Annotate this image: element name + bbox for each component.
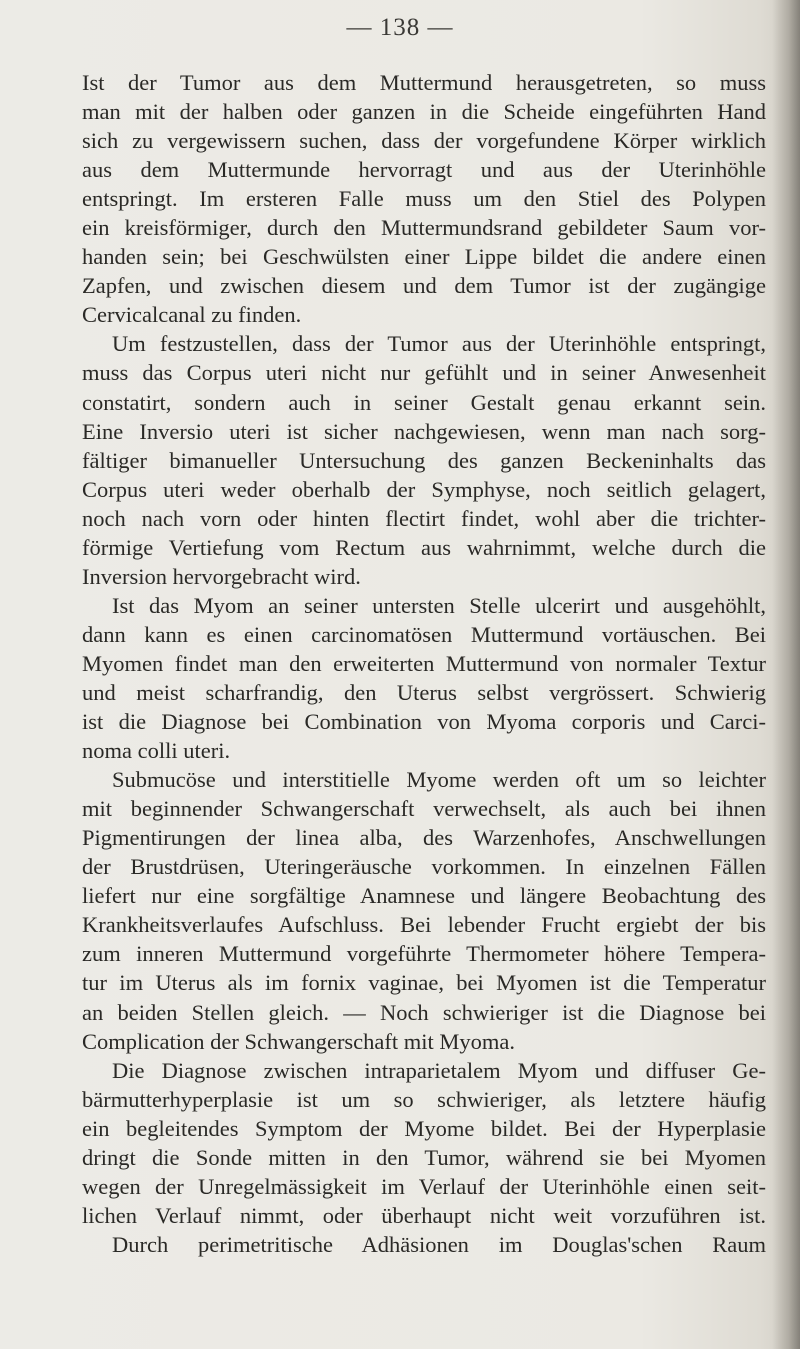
text-line: ein begleitendes Symptom der Myome bildet. Bei der Hyperplasie	[82, 1115, 766, 1141]
text-line: Inversion hervorgebracht wird.	[82, 563, 361, 589]
text-line: noch nach vorn oder hinten flectirt findet, wohl aber die trichter-	[82, 505, 766, 531]
text-line: lichen Verlauf nimmt, oder überhaupt nicht weit vorzuführen ist.	[82, 1202, 766, 1228]
text-line: Complication der Schwangerschaft mit Myoma.	[82, 1028, 516, 1054]
text-line: Corpus uteri weder oberhalb der Symphyse, noch seitlich gelagert,	[82, 476, 766, 502]
text-line: Ist das Myom an seiner untersten Stelle ulcerirt und ausgehöhlt,	[112, 592, 766, 618]
text-line: an beiden Stellen gleich. — Noch schwieriger ist die Diagnose bei	[82, 999, 766, 1025]
text-line: Durch perimetritische Adhäsionen im Douglas'schen Raum	[112, 1231, 766, 1257]
text-line: Pigmentirungen der linea alba, des Warzenhofes, Anschwellungen	[82, 825, 766, 851]
text-line: sich zu vergewissern suchen, dass der vorgefundene Körper wirklich	[82, 128, 766, 154]
text-line: Die Diagnose zwischen intraparietalem Myom und diffuser Ge-	[112, 1057, 766, 1083]
text-line: der Brustdrüsen, Uteringeräusche vorkommen. In einzelnen Fällen	[82, 854, 766, 880]
text-line: tur im Uterus als im fornix vaginae, bei Myomen ist die Temperatur	[82, 970, 766, 996]
text-line: aus dem Muttermunde hervorragt und aus der Uterinhöhle	[82, 157, 766, 183]
text-line: Zapfen, und zwischen diesem und dem Tumor ist der zugängige	[82, 273, 766, 299]
text-line: mit beginnender Schwangerschaft verwechselt, als auch bei ihnen	[82, 796, 766, 822]
text-line: Myomen findet man den erweiterten Muttermund von normaler Textur	[82, 650, 766, 676]
text-line: noma colli uteri.	[82, 738, 231, 764]
text-line: Krankheitsverlaufes Aufschluss. Bei lebender Frucht ergiebt der bis	[82, 912, 766, 938]
text-line: Eine Inversio uteri ist sicher nachgewiesen, wenn man nach sorg-	[82, 418, 766, 444]
body-text	[82, 68, 766, 1259]
text-line: ist die Diagnose bei Combination von Myoma corporis und Carci-	[82, 709, 766, 735]
text-line: zum inneren Muttermund vorgeführte Thermometer höhere Tempera-	[82, 941, 766, 967]
text-line: förmige Vertiefung vom Rectum aus wahrnimmt, welche durch die	[82, 534, 766, 560]
text-line: man mit der halben oder ganzen in die Scheide eingeführten Hand	[82, 99, 766, 125]
text-line: Submucöse und interstitielle Myome werden oft um so leichter	[112, 767, 766, 793]
text-line: dringt die Sonde mitten in den Tumor, während sie bei Myomen	[82, 1144, 766, 1170]
text-line: entspringt. Im ersteren Falle muss um den Stiel des Polypen	[82, 186, 766, 212]
text-line: fältiger bimanueller Untersuchung des ganzen Beckeninhalts das	[82, 447, 766, 473]
page-edge-shadow	[772, 0, 800, 1349]
text-line: Cervicalcanal zu finden.	[82, 302, 302, 328]
text-line: dann kann es einen carcinomatösen Muttermund vortäuschen. Bei	[82, 621, 766, 647]
text-line: muss das Corpus uteri nicht nur gefühlt und in seiner Anwesenheit	[82, 360, 766, 386]
text-line: und meist scharfrandig, den Uterus selbst vergrössert. Schwierig	[82, 679, 766, 705]
text-line: Um festzustellen, dass der Tumor aus der Uterinhöhle entspringt,	[112, 331, 766, 357]
text-line: Ist der Tumor aus dem Muttermund herausgetreten, so muss	[82, 70, 766, 95]
text-line: wegen der Unregelmässigkeit im Verlauf der Uterinhöhle einen seit-	[82, 1173, 766, 1199]
text-line: ein kreisförmiger, durch den Muttermundsrand gebildeter Saum vor-	[82, 215, 766, 241]
page-number-header: — 138 —	[346, 14, 454, 41]
text-line: bärmutterhyperplasie ist um so schwieriger, als letztere häufig	[82, 1086, 766, 1112]
text-line: handen sein; bei Geschwülsten einer Lippe bildet die andere einen	[82, 244, 766, 270]
text-line: liefert nur eine sorgfältige Anamnese und längere Beobachtung des	[82, 883, 766, 909]
text-line: constatirt, sondern auch in seiner Gestalt genau erkannt sein.	[82, 389, 766, 415]
